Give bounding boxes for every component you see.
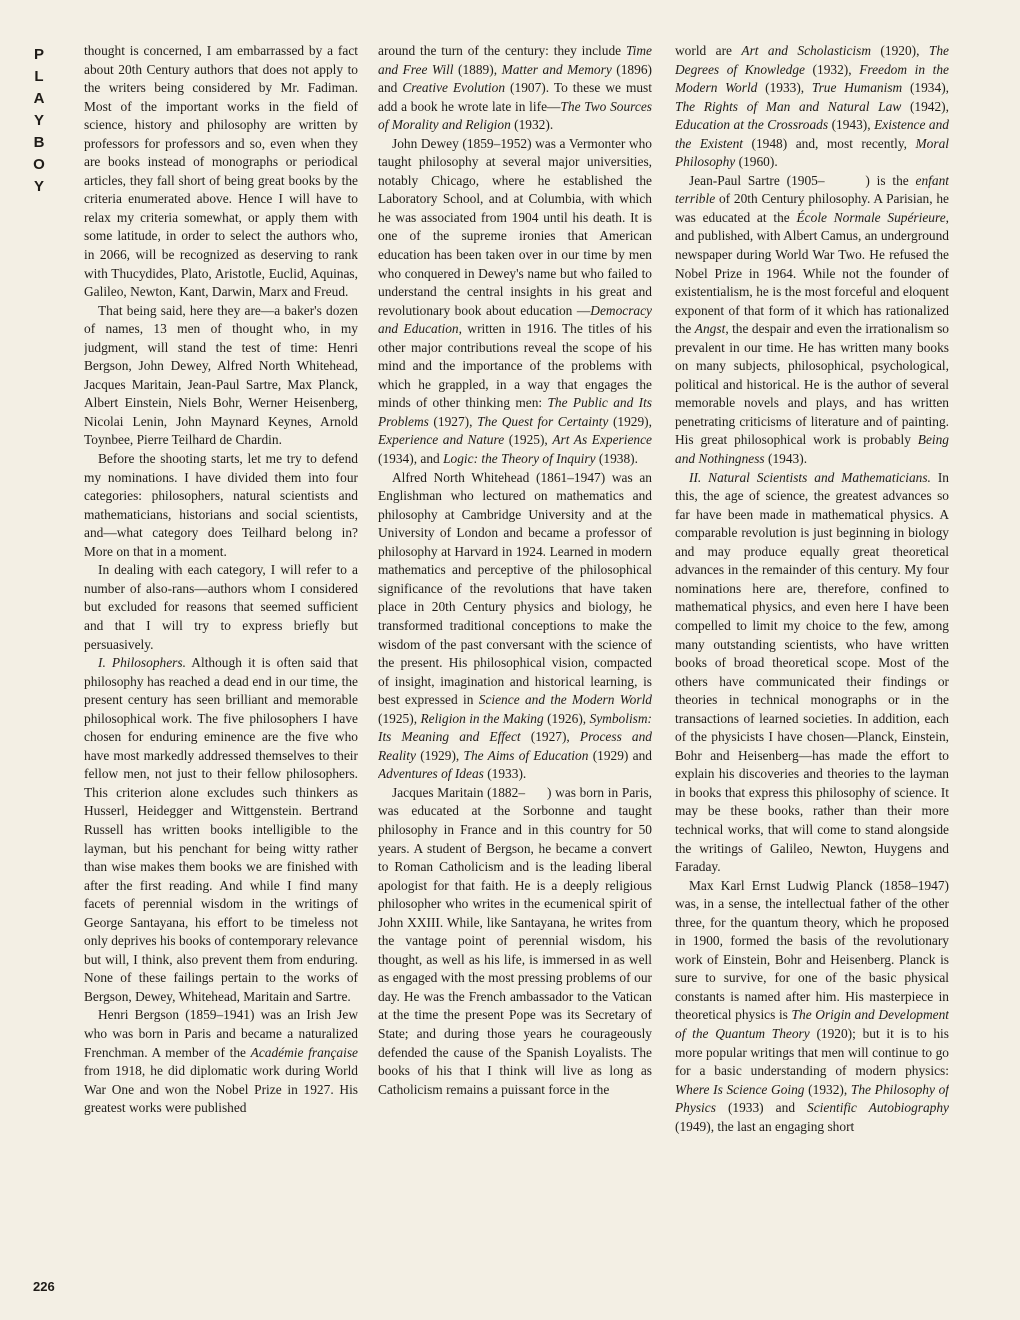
text-column-3	[675, 42, 949, 1296]
paragraph: Alfred North Whitehead (1861–1947) was an Englishman who lectured on mathematics and philosophy at Cambridge University and at the University of London and became a professor of philosophy at Harvard in 1924. Learned in modern mathematics and perceptive of the philosophical significance of the revolutions that have taken place in 20th Century physics and biology, he transformed traditional conceptions to make the wisdom of the past conversant with the science of the present. His philosophical vision, compacted of insight, imagination and historical learning, is best expressed in Science and the Modern World (1925), Religion in the Making (1926), Symbolism: Its Meaning and Effect (1927), Process and Reality (1929), The Aims of Education (1929) and Adventures of Ideas (1933).	[378, 469, 652, 782]
paragraph: John Dewey (1859–1952) was a Vermonter who taught philosophy at several major universities, notably Chicago, where he established the Laboratory School, and at Columbia, with which he was associated from 1904 until his death. It is one of the supreme ironies that American education has been taken over in our time by men who conquered in Dewey's name but who failed to understand the central insights in his great and revolutionary book about education —Democracy and Education, written in 1916. The titles of his other major contributions reveal the scope of his mind and the importance of the problems with which he grappled, in a way that engages the minds of other thinking men: The Public and Its Problems (1927), The Quest for Certainty (1929), Experience and Nature (1925), Art As Experience (1934), and Logic: the Theory of Inquiry (1938).	[378, 135, 652, 467]
masthead-letter: B	[33, 134, 45, 151]
paragraph: Max Karl Ernst Ludwig Planck (1858–1947) was, in a sense, the intellectual father of the other three, for the quantum theory, which he proposed in 1900, formed the basis of the revolutionary work of Einstein, Bohr and Heisenberg. Planck is sure to survive, for one of the basic physical constants is named after him. His masterpiece in theoretical physics is The Origin and Development of the Quantum Theory (1920); but it is to his more popular writings that men will continue to go for a basic understanding of modern physics: Where Is Science Going (1932), The Philosophy of Physics (1933) and Scientific Autobiography (1949), the last an engaging short	[675, 877, 949, 1134]
masthead-playboy	[28, 44, 50, 198]
paragraph: world are Art and Scholasticism (1920), The Degrees of Knowledge (1932), Freedom in the Modern World (1933), True Humanism (1934), The Rights of Man and Natural Law (1942), Education at the Crossroads (1943), Existence and the Existent (1948) and, most recently, Moral Philosophy (1960).	[675, 43, 949, 170]
paragraph: Henri Bergson (1859–1941) was an Irish Jew who was born in Paris and became a naturalized Frenchman. A member of the Académie française from 1918, he did diplomatic work during World War One and won the Nobel Prize in 1927. His greatest works were published	[84, 1007, 358, 1116]
masthead-letter: Y	[33, 112, 44, 129]
text-column-2	[378, 42, 652, 1296]
paragraph: In dealing with each category, I will refer to a number of also-rans—authors whom I considered but excluded for reasons that seemed sufficient and that I will try to express briefly but persuasively.	[84, 562, 358, 652]
page-number: 226	[33, 1279, 55, 1294]
text-column-1	[84, 42, 358, 1296]
paragraph: Jean-Paul Sartre (1905– ) is the enfant terrible of 20th Century philosophy. A Parisian, he was educated at the École Normale Supérieure, and published, with Albert Camus, an underground newspaper during World War Two. He refused the Nobel Prize in 1964. While not the founder of existentialism, he is the most forceful and eloquent exponent of that form of it which has rationalized the Angst, the despair and even the irrationalism so prevalent in our time. He has written many books on many subjects, philosophical, psychological, political and historical. He is the author of several memorable novels and plays, and has written penetrating criticisms of literature and of painting. His great philosophical work is probably Being and Nothingness (1943).	[675, 172, 949, 467]
masthead-letter: L	[34, 68, 44, 85]
paragraph: Before the shooting starts, let me try to defend my nominations. I have divided them into four categories: philosophers, natural scientists and mathematicians, historians and social scientists, and—what category does Teilhard belong in? More on that in a moment.	[84, 451, 358, 559]
paragraph: I. Philosophers. Although it is often said that philosophy has reached a dead end in our time, the present century has seen brilliant and memorable philosophical work. The five philosophers I have chosen for enduring eminence are the five who have most markedly addressed themselves to their fellow men, not just to their fellow philosophers. This criterion alone excludes such thinkers as Husserl, Heidegger and Wittgenstein. Bertrand Russell has written books intelligible to the layman, but his penchant for being witty rather than wise makes them books we are finished with after the first reading. And while I find many facets of perennial wisdom in the writings of George Santayana, his effort to be timeless not only deprives his books of contemporary relevance but will, I think, also prevent them from enduring. None of these failings pertain to the works of Bergson, Dewey, Whitehead, Maritain and Sartre.	[84, 655, 358, 1004]
paragraph: That being said, here they are—a baker's dozen of names, 13 men of thought who, in my judgment, will stand the test of time: Henri Bergson, John Dewey, Alfred North Whitehead, Jacques Maritain, Jean-Paul Sartre, Max Planck, Albert Einstein, Niels Bohr, Werner Heisenberg, Nicolai Lenin, John Maynard Keynes, Arnold Toynbee, Pierre Teilhard de Chardin.	[84, 302, 358, 448]
paragraph: thought is concerned, I am embarrassed by a fact about 20th Century authors that does not apply to the writers being considered by Mr. Fadiman. Most of the important works in the field of science, history and philosophy are written by professors for professors and so, even when they are books instead of monographs or periodical articles, they fall short of being great books by the criteria enumerated above. Hence I will have to relax my criteria somewhat, or apply them with some latitude, in order to select the authors who, in 2066, will be recognized as deserving to rank with Thucydides, Plato, Aristotle, Euclid, Aquinas, Galileo, Newton, Kant, Darwin, Marx and Freud.	[84, 43, 358, 300]
masthead-letter: A	[33, 90, 45, 107]
masthead-letter: Y	[33, 178, 44, 195]
masthead-letter: O	[33, 156, 45, 173]
masthead-letter: P	[33, 46, 44, 63]
paragraph: II. Natural Scientists and Mathematicians. In this, the age of science, the greatest advances so far have been made in mathematical physics. A comparable revolution is just beginning in biology and may produce equally great theoretical advances in the remainder of this century. My four nominations here are, therefore, confined to mathematical physics, and even here I have been compelled to limit my choice to the few, among many outstanding scientists, who have written books of broad theoretical scope. Most of the others have communicated their findings or theories in technical monographs or in the transactions of learned societies. In addition, each of the physicists I have chosen—Planck, Einstein, Bohr and Heisenberg—has made the effort to explain his discoveries and theories to the layman in books that express this philosophy of science. It may be these books, rather than their more technical works, that will come to stand alongside the writings of Galileo, Newton, Huygens and Faraday.	[675, 469, 949, 875]
paragraph: around the turn of the century: they include Time and Free Will (1889), Matter and Memory (1896) and Creative Evolution (1907). To these we must add a book he wrote late in life—The Two Sources of Morality and Religion (1932).	[378, 43, 652, 133]
paragraph: Jacques Maritain (1882– ) was born in Paris, was educated at the Sorbonne and taught philosophy in France and in this country for 50 years. A student of Bergson, he became a convert to Roman Catholicism and is the leading liberal apologist for that faith. He is a deeply religious philosopher who writes in the ecumenical spirit of John XXIII. While, like Santayana, he writes from the vantage point of perennial wisdom, his thought, as well as his life, is immersed in as well as engaged with the most pressing problems of our day. He was the French ambassador to the Vatican at the time the present Pope was its Secretary of State; and during those years he courageously defended the cause of the Spanish Loyalists. The books of his that I think will live as long as Catholicism remains a puissant force in the	[378, 784, 652, 1097]
